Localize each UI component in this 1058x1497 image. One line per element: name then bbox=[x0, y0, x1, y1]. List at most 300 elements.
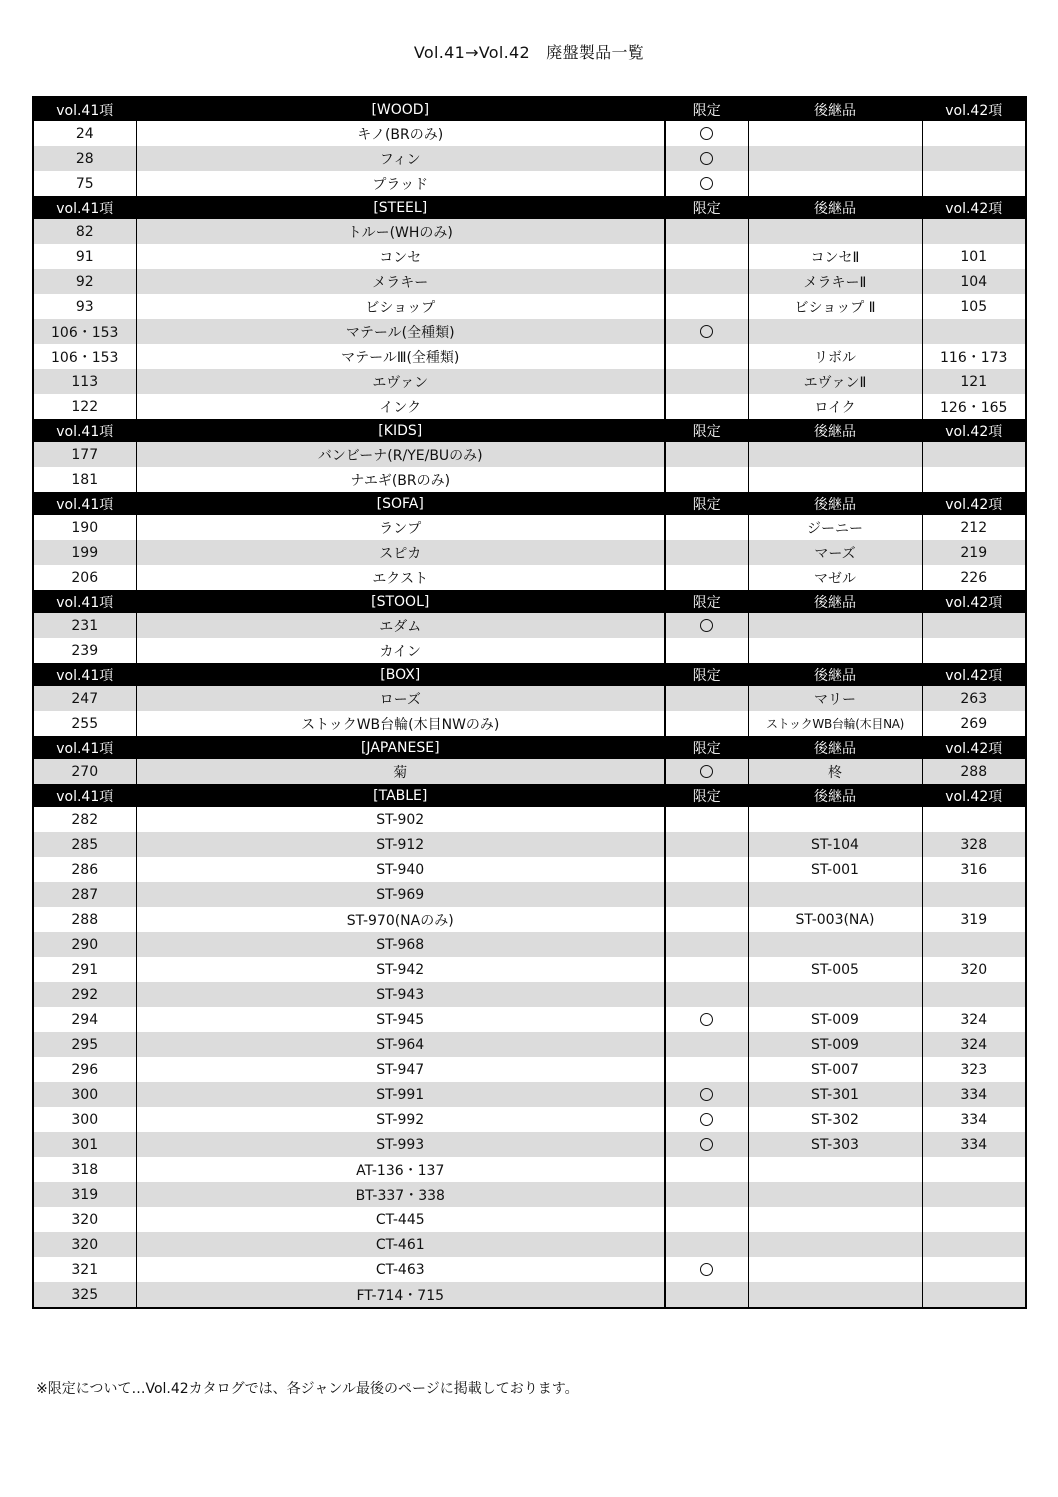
header-vol41: vol.41項 bbox=[33, 419, 136, 442]
product-name: CT-445 bbox=[136, 1207, 665, 1232]
vol41-page: 287 bbox=[33, 882, 136, 907]
limited-cell bbox=[665, 638, 748, 663]
successor-product bbox=[748, 442, 922, 467]
successor-product bbox=[748, 882, 922, 907]
vol42-page bbox=[922, 219, 1026, 244]
table-row bbox=[33, 1207, 1026, 1232]
header-limited: 限定 bbox=[665, 419, 748, 442]
table-row bbox=[33, 832, 1026, 857]
successor-product: ST-302 bbox=[748, 1107, 922, 1132]
vol41-page: 270 bbox=[33, 759, 136, 784]
table-row bbox=[33, 686, 1026, 711]
header-limited: 限定 bbox=[665, 492, 748, 515]
limited-circle-icon bbox=[700, 177, 713, 190]
vol41-page: 294 bbox=[33, 1007, 136, 1032]
limited-cell bbox=[665, 219, 748, 244]
vol42-page bbox=[922, 171, 1026, 196]
table-row bbox=[33, 146, 1026, 171]
limited-cell bbox=[665, 1032, 748, 1057]
table-row bbox=[33, 613, 1026, 638]
vol42-page: 316 bbox=[922, 857, 1026, 882]
header-limited: 限定 bbox=[665, 736, 748, 759]
vol42-page: 121 bbox=[922, 369, 1026, 394]
vol41-page: 320 bbox=[33, 1232, 136, 1257]
header-successor: 後継品 bbox=[748, 663, 922, 686]
vol42-page bbox=[922, 1257, 1026, 1282]
limited-cell bbox=[665, 1082, 748, 1107]
table-row bbox=[33, 1032, 1026, 1057]
limited-cell bbox=[665, 1182, 748, 1207]
limited-circle-icon bbox=[700, 1013, 713, 1026]
successor-product bbox=[748, 638, 922, 663]
vol42-page: 288 bbox=[922, 759, 1026, 784]
vol42-page bbox=[922, 146, 1026, 171]
vol41-page: 82 bbox=[33, 219, 136, 244]
limited-cell bbox=[665, 319, 748, 344]
header-vol42: vol.42項 bbox=[922, 590, 1026, 613]
vol41-page: 106・153 bbox=[33, 319, 136, 344]
table-row bbox=[33, 1082, 1026, 1107]
limited-cell bbox=[665, 957, 748, 982]
limited-circle-icon bbox=[700, 619, 713, 632]
vol41-page: 206 bbox=[33, 565, 136, 590]
successor-product bbox=[748, 1232, 922, 1257]
vol42-page: 263 bbox=[922, 686, 1026, 711]
limited-cell bbox=[665, 1107, 748, 1132]
header-limited: 限定 bbox=[665, 196, 748, 219]
limited-cell bbox=[665, 442, 748, 467]
limited-circle-icon bbox=[700, 1088, 713, 1101]
table-row bbox=[33, 1107, 1026, 1132]
limited-cell bbox=[665, 907, 748, 932]
vol41-page: 296 bbox=[33, 1057, 136, 1082]
table-row bbox=[33, 1007, 1026, 1032]
limited-circle-icon bbox=[700, 1113, 713, 1126]
limited-cell bbox=[665, 294, 748, 319]
limited-cell bbox=[665, 1007, 748, 1032]
limited-circle-icon bbox=[700, 325, 713, 338]
vol41-page: 292 bbox=[33, 982, 136, 1007]
header-vol42: vol.42項 bbox=[922, 663, 1026, 686]
product-name: フィン bbox=[136, 146, 665, 171]
vol42-page: 320 bbox=[922, 957, 1026, 982]
successor-product bbox=[748, 932, 922, 957]
successor-product: リボル bbox=[748, 344, 922, 369]
table-row bbox=[33, 319, 1026, 344]
successor-product: ST-104 bbox=[748, 832, 922, 857]
table-row bbox=[33, 565, 1026, 590]
vol41-page: 319 bbox=[33, 1182, 136, 1207]
limited-circle-icon bbox=[700, 1138, 713, 1151]
vol42-page bbox=[922, 1207, 1026, 1232]
product-name: エクスト bbox=[136, 565, 665, 590]
product-name: ST-970(NAのみ) bbox=[136, 907, 665, 932]
vol41-page: 91 bbox=[33, 244, 136, 269]
successor-product: メラキーⅡ bbox=[748, 269, 922, 294]
vol41-page: 177 bbox=[33, 442, 136, 467]
vol42-page bbox=[922, 1282, 1026, 1308]
limited-cell bbox=[665, 1232, 748, 1257]
product-name: エヴァン bbox=[136, 369, 665, 394]
table-row bbox=[33, 540, 1026, 565]
product-name: ローズ bbox=[136, 686, 665, 711]
section-header-row bbox=[33, 97, 1026, 121]
vol41-page: 320 bbox=[33, 1207, 136, 1232]
vol41-page: 286 bbox=[33, 857, 136, 882]
limited-circle-icon bbox=[700, 765, 713, 778]
product-name: メラキー bbox=[136, 269, 665, 294]
product-name: 菊 bbox=[136, 759, 665, 784]
vol41-page: 106・153 bbox=[33, 344, 136, 369]
successor-product bbox=[748, 1257, 922, 1282]
product-name: インク bbox=[136, 394, 665, 419]
vol42-page bbox=[922, 121, 1026, 146]
header-vol42: vol.42項 bbox=[922, 492, 1026, 515]
successor-product: ストックWB台輪(木目NA) bbox=[748, 711, 922, 736]
header-limited: 限定 bbox=[665, 784, 748, 807]
header-vol41: vol.41項 bbox=[33, 97, 136, 121]
product-name: ST-947 bbox=[136, 1057, 665, 1082]
limited-cell bbox=[665, 882, 748, 907]
limited-cell bbox=[665, 1132, 748, 1157]
vol41-page: 291 bbox=[33, 957, 136, 982]
table-row bbox=[33, 932, 1026, 957]
product-name: ST-912 bbox=[136, 832, 665, 857]
table-row bbox=[33, 807, 1026, 832]
product-name: ST-968 bbox=[136, 932, 665, 957]
product-name: トルー(WHのみ) bbox=[136, 219, 665, 244]
table-row bbox=[33, 1157, 1026, 1182]
table-row bbox=[33, 467, 1026, 492]
limited-cell bbox=[665, 369, 748, 394]
product-name: ST-993 bbox=[136, 1132, 665, 1157]
table-row bbox=[33, 369, 1026, 394]
limited-cell bbox=[665, 857, 748, 882]
vol42-page bbox=[922, 1182, 1026, 1207]
header-successor: 後継品 bbox=[748, 97, 922, 121]
vol42-page bbox=[922, 638, 1026, 663]
limited-cell bbox=[665, 711, 748, 736]
product-name: FT-714・715 bbox=[136, 1282, 665, 1308]
successor-product bbox=[748, 1282, 922, 1308]
product-name: BT-337・338 bbox=[136, 1182, 665, 1207]
vol42-page: 101 bbox=[922, 244, 1026, 269]
vol41-page: 199 bbox=[33, 540, 136, 565]
product-name: ランプ bbox=[136, 515, 665, 540]
vol42-page: 334 bbox=[922, 1082, 1026, 1107]
section-header-row bbox=[33, 492, 1026, 515]
section-name: [STEEL] bbox=[136, 196, 665, 219]
section-header-row bbox=[33, 590, 1026, 613]
vol41-page: 28 bbox=[33, 146, 136, 171]
successor-product: ST-009 bbox=[748, 1032, 922, 1057]
successor-product bbox=[748, 807, 922, 832]
page-title: Vol.41→Vol.42 廃盤製品一覧 bbox=[413, 43, 645, 62]
vol41-page: 190 bbox=[33, 515, 136, 540]
vol41-page: 247 bbox=[33, 686, 136, 711]
vol42-page bbox=[922, 613, 1026, 638]
vol42-page: 328 bbox=[922, 832, 1026, 857]
vol41-page: 75 bbox=[33, 171, 136, 196]
header-limited: 限定 bbox=[665, 663, 748, 686]
vol41-page: 300 bbox=[33, 1107, 136, 1132]
vol42-page: 219 bbox=[922, 540, 1026, 565]
vol42-page bbox=[922, 932, 1026, 957]
vol42-page: 126・165 bbox=[922, 394, 1026, 419]
header-vol42: vol.42項 bbox=[922, 736, 1026, 759]
vol42-page bbox=[922, 467, 1026, 492]
table-row bbox=[33, 442, 1026, 467]
product-name: スピカ bbox=[136, 540, 665, 565]
product-name: ST-902 bbox=[136, 807, 665, 832]
successor-product: ST-009 bbox=[748, 1007, 922, 1032]
table-row bbox=[33, 294, 1026, 319]
successor-product: ST-001 bbox=[748, 857, 922, 882]
successor-product: マリー bbox=[748, 686, 922, 711]
vol42-page: 319 bbox=[922, 907, 1026, 932]
product-name: ナエギ(BRのみ) bbox=[136, 467, 665, 492]
discontinued-products-table bbox=[32, 96, 1027, 1309]
section-name: [STOOL] bbox=[136, 590, 665, 613]
table-row bbox=[33, 907, 1026, 932]
successor-product: コンセⅡ bbox=[748, 244, 922, 269]
vol42-page bbox=[922, 442, 1026, 467]
section-header-row bbox=[33, 736, 1026, 759]
successor-product bbox=[748, 613, 922, 638]
successor-product: 柊 bbox=[748, 759, 922, 784]
successor-product: エヴァンⅡ bbox=[748, 369, 922, 394]
product-name: プラッド bbox=[136, 171, 665, 196]
vol42-page: 212 bbox=[922, 515, 1026, 540]
section-name: [JAPANESE] bbox=[136, 736, 665, 759]
product-name: マテールⅢ(全種類) bbox=[136, 344, 665, 369]
limited-cell bbox=[665, 146, 748, 171]
limited-cell bbox=[665, 1282, 748, 1308]
vol42-page: 105 bbox=[922, 294, 1026, 319]
successor-product bbox=[748, 319, 922, 344]
limited-cell bbox=[665, 565, 748, 590]
vol41-page: 255 bbox=[33, 711, 136, 736]
table-row bbox=[33, 1232, 1026, 1257]
section-name: [KIDS] bbox=[136, 419, 665, 442]
vol42-page: 324 bbox=[922, 1007, 1026, 1032]
successor-product: ST-303 bbox=[748, 1132, 922, 1157]
section-name: [TABLE] bbox=[136, 784, 665, 807]
vol42-page bbox=[922, 807, 1026, 832]
vol42-page: 104 bbox=[922, 269, 1026, 294]
limited-circle-icon bbox=[700, 152, 713, 165]
vol41-page: 181 bbox=[33, 467, 136, 492]
limited-cell bbox=[665, 515, 748, 540]
product-name: キノ(BRのみ) bbox=[136, 121, 665, 146]
header-limited: 限定 bbox=[665, 590, 748, 613]
table-row bbox=[33, 515, 1026, 540]
limited-cell bbox=[665, 932, 748, 957]
vol41-page: 282 bbox=[33, 807, 136, 832]
section-header-row bbox=[33, 663, 1026, 686]
header-vol41: vol.41項 bbox=[33, 590, 136, 613]
header-vol42: vol.42項 bbox=[922, 419, 1026, 442]
limited-cell bbox=[665, 759, 748, 784]
successor-product bbox=[748, 1207, 922, 1232]
header-successor: 後継品 bbox=[748, 736, 922, 759]
table-row bbox=[33, 1282, 1026, 1308]
product-name: バンビーナ(R/YE/BUのみ) bbox=[136, 442, 665, 467]
limited-cell bbox=[665, 1257, 748, 1282]
product-name: CT-463 bbox=[136, 1257, 665, 1282]
limited-cell bbox=[665, 613, 748, 638]
product-name: ビショップ bbox=[136, 294, 665, 319]
limited-cell bbox=[665, 121, 748, 146]
vol42-page: 226 bbox=[922, 565, 1026, 590]
successor-product bbox=[748, 1157, 922, 1182]
section-name: [WOOD] bbox=[136, 97, 665, 121]
limited-circle-icon bbox=[700, 127, 713, 140]
limited-cell bbox=[665, 540, 748, 565]
table-row bbox=[33, 269, 1026, 294]
vol41-page: 290 bbox=[33, 932, 136, 957]
table-row bbox=[33, 711, 1026, 736]
successor-product bbox=[748, 146, 922, 171]
product-name: ST-945 bbox=[136, 1007, 665, 1032]
section-header-row bbox=[33, 419, 1026, 442]
limited-cell bbox=[665, 269, 748, 294]
table-row bbox=[33, 1057, 1026, 1082]
header-successor: 後継品 bbox=[748, 784, 922, 807]
table-row bbox=[33, 1257, 1026, 1282]
header-vol41: vol.41項 bbox=[33, 784, 136, 807]
limited-cell bbox=[665, 1157, 748, 1182]
header-vol42: vol.42項 bbox=[922, 196, 1026, 219]
table-row bbox=[33, 244, 1026, 269]
successor-product: ST-007 bbox=[748, 1057, 922, 1082]
table-row bbox=[33, 1182, 1026, 1207]
vol41-page: 301 bbox=[33, 1132, 136, 1157]
product-name: カイン bbox=[136, 638, 665, 663]
vol41-page: 288 bbox=[33, 907, 136, 932]
table-row bbox=[33, 1132, 1026, 1157]
vol42-page: 323 bbox=[922, 1057, 1026, 1082]
product-name: ST-942 bbox=[136, 957, 665, 982]
product-name: ST-943 bbox=[136, 982, 665, 1007]
product-name: ST-964 bbox=[136, 1032, 665, 1057]
vol41-page: 24 bbox=[33, 121, 136, 146]
header-successor: 後継品 bbox=[748, 590, 922, 613]
vol41-page: 295 bbox=[33, 1032, 136, 1057]
product-name: コンセ bbox=[136, 244, 665, 269]
successor-product: マゼル bbox=[748, 565, 922, 590]
table-row bbox=[33, 759, 1026, 784]
limited-cell bbox=[665, 244, 748, 269]
vol41-page: 93 bbox=[33, 294, 136, 319]
header-limited: 限定 bbox=[665, 97, 748, 121]
section-header-row bbox=[33, 196, 1026, 219]
header-vol42: vol.42項 bbox=[922, 784, 1026, 807]
vol42-page: 269 bbox=[922, 711, 1026, 736]
vol42-page bbox=[922, 882, 1026, 907]
table-row bbox=[33, 121, 1026, 146]
section-name: [BOX] bbox=[136, 663, 665, 686]
vol42-page: 334 bbox=[922, 1132, 1026, 1157]
successor-product bbox=[748, 1182, 922, 1207]
table-row bbox=[33, 638, 1026, 663]
header-successor: 後継品 bbox=[748, 419, 922, 442]
successor-product bbox=[748, 982, 922, 1007]
vol41-page: 318 bbox=[33, 1157, 136, 1182]
vol42-page bbox=[922, 319, 1026, 344]
product-name: エダム bbox=[136, 613, 665, 638]
successor-product bbox=[748, 121, 922, 146]
limited-cell bbox=[665, 467, 748, 492]
limited-cell bbox=[665, 1207, 748, 1232]
product-name: ストックWB台輪(木目NWのみ) bbox=[136, 711, 665, 736]
vol42-page bbox=[922, 1232, 1026, 1257]
table-row bbox=[33, 882, 1026, 907]
vol42-page bbox=[922, 982, 1026, 1007]
successor-product: ロイク bbox=[748, 394, 922, 419]
successor-product: ST-301 bbox=[748, 1082, 922, 1107]
table-row bbox=[33, 982, 1026, 1007]
table-row bbox=[33, 344, 1026, 369]
product-name: AT-136・137 bbox=[136, 1157, 665, 1182]
vol41-page: 92 bbox=[33, 269, 136, 294]
header-vol41: vol.41項 bbox=[33, 492, 136, 515]
product-name: ST-991 bbox=[136, 1082, 665, 1107]
vol42-page: 324 bbox=[922, 1032, 1026, 1057]
vol41-page: 231 bbox=[33, 613, 136, 638]
product-name: ST-969 bbox=[136, 882, 665, 907]
product-name: ST-992 bbox=[136, 1107, 665, 1132]
successor-product: ジーニー bbox=[748, 515, 922, 540]
header-vol41: vol.41項 bbox=[33, 736, 136, 759]
limited-cell bbox=[665, 344, 748, 369]
table-row bbox=[33, 957, 1026, 982]
header-successor: 後継品 bbox=[748, 492, 922, 515]
successor-product bbox=[748, 467, 922, 492]
vol41-page: 325 bbox=[33, 1282, 136, 1308]
vol42-page: 334 bbox=[922, 1107, 1026, 1132]
successor-product: ビショップ Ⅱ bbox=[748, 294, 922, 319]
header-vol42: vol.42項 bbox=[922, 97, 1026, 121]
section-name: [SOFA] bbox=[136, 492, 665, 515]
vol41-page: 113 bbox=[33, 369, 136, 394]
vol41-page: 285 bbox=[33, 832, 136, 857]
limited-cell bbox=[665, 832, 748, 857]
vol41-page: 321 bbox=[33, 1257, 136, 1282]
limited-cell bbox=[665, 171, 748, 196]
successor-product: ST-003(NA) bbox=[748, 907, 922, 932]
successor-product: マーズ bbox=[748, 540, 922, 565]
successor-product bbox=[748, 171, 922, 196]
table-row bbox=[33, 171, 1026, 196]
vol41-page: 239 bbox=[33, 638, 136, 663]
vol41-page: 300 bbox=[33, 1082, 136, 1107]
header-vol41: vol.41項 bbox=[33, 663, 136, 686]
successor-product bbox=[748, 219, 922, 244]
vol42-page: 116・173 bbox=[922, 344, 1026, 369]
limited-cell bbox=[665, 686, 748, 711]
table-row bbox=[33, 219, 1026, 244]
vol42-page bbox=[922, 1157, 1026, 1182]
vol41-page: 122 bbox=[33, 394, 136, 419]
product-name: CT-461 bbox=[136, 1232, 665, 1257]
table-row bbox=[33, 857, 1026, 882]
section-header-row bbox=[33, 784, 1026, 807]
limited-cell bbox=[665, 807, 748, 832]
limited-cell bbox=[665, 982, 748, 1007]
product-name: マテール(全種類) bbox=[136, 319, 665, 344]
footnote: ※限定について…Vol.42カタログでは、各ジャンル最後のページに掲載しております。 bbox=[36, 1381, 579, 1397]
